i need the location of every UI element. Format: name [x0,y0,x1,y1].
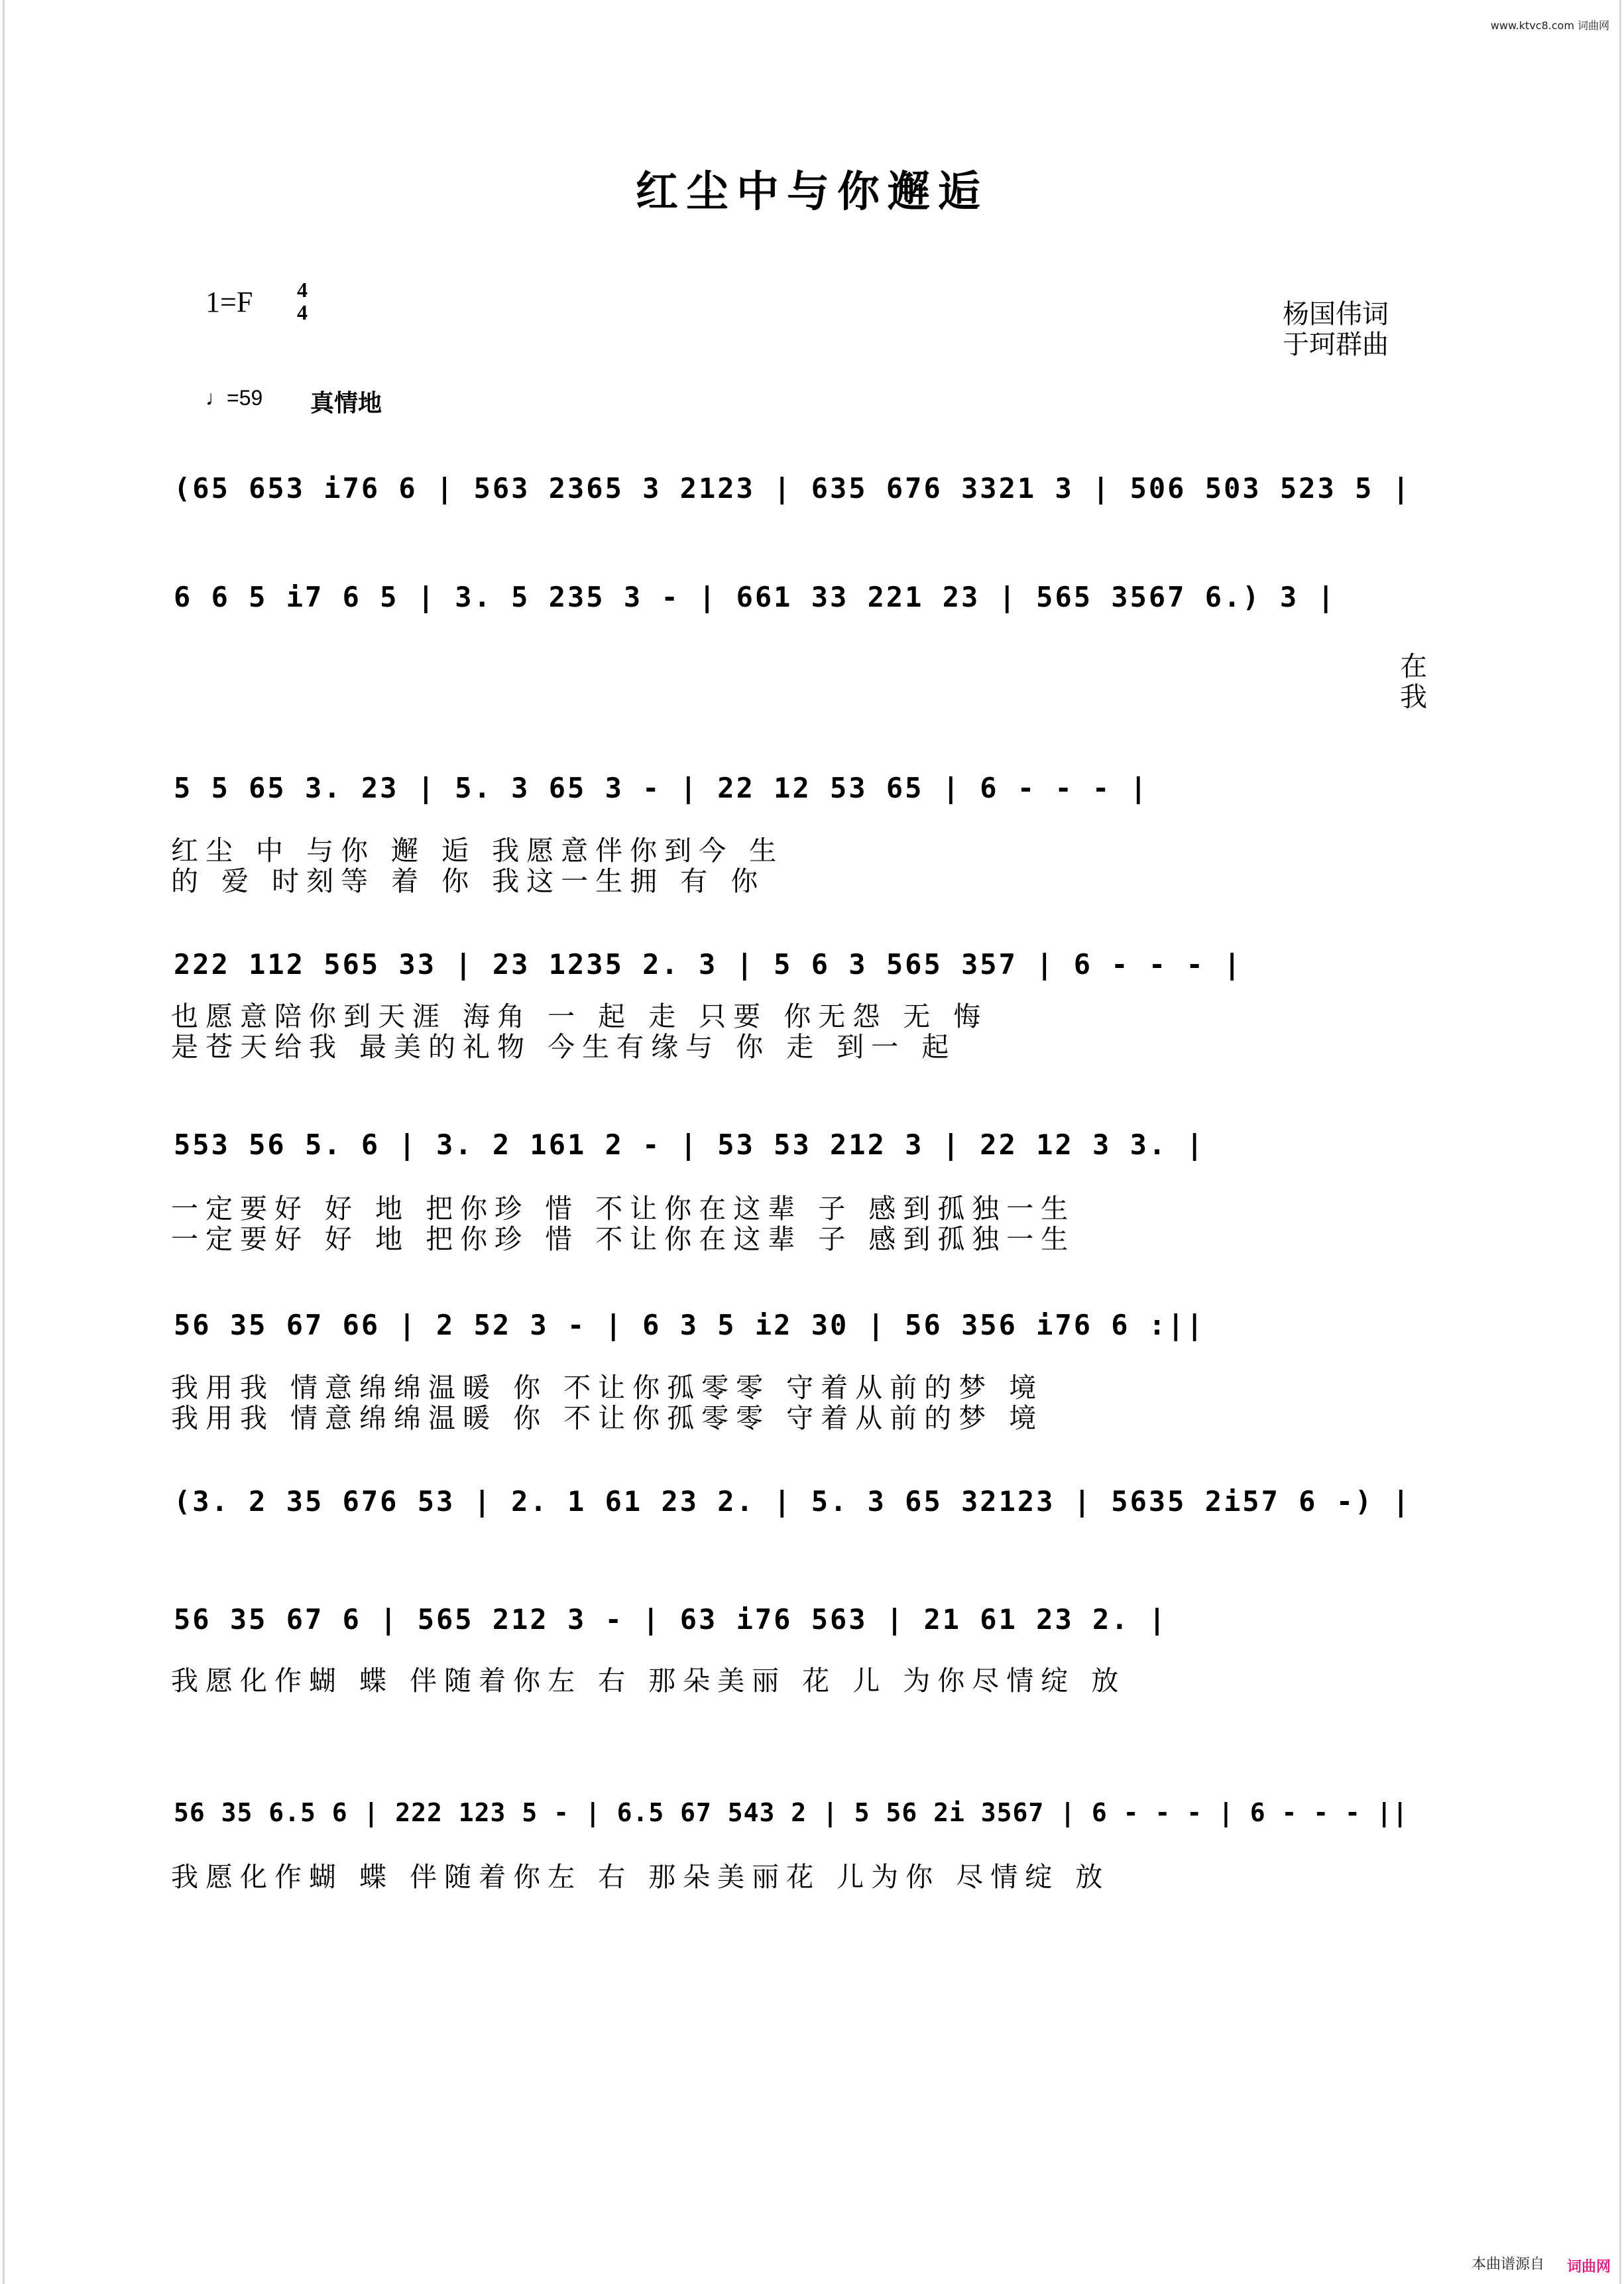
lyricist-credit: 杨国伟词 [1283,299,1389,330]
expression-mark: 真情地 [310,390,382,417]
lyric-line-9-1: 我愿化作蝴 蝶 伴随着你左 右 那朵美丽花 儿为你 尽情绽 放 [171,1861,1110,1893]
footer-logo[interactable]: 词曲网 [1566,2259,1611,2275]
lyric-line-3-2: 的 爱 时刻等 着 你 我这一生拥 有 你 [171,865,766,897]
left-page-border [3,0,5,2284]
lyric-line-6-2: 我用我 情意绵绵温暖 你 不让你孤零零 守着从前的梦 境 [171,1402,1044,1434]
time-signature [297,278,308,324]
pickup-lyric-1: 在 [1400,650,1427,682]
song-title: 红尘中与你邂逅 [636,167,988,217]
lyric-line-6-1: 我用我 情意绵绵温暖 你 不让你孤零零 守着从前的梦 境 [171,1372,1044,1404]
notation-system-2: 6 6 5 i7 6 5 | 3. 5 235 3 - | 661 33 221 23 | 565 3567 6.) 3 | [174,581,1336,613]
footer-source: 本曲谱源自 [1471,2256,1544,2273]
notation-system-7: (3. 2 35 676 53 | 2. 1 61 23 2. | 5. 3 65 32123 | 5635 2i57 6 -) | [174,1485,1411,1518]
notation-system-1: (65 653 i76 6 | 563 2365 3 2123 | 635 676 3321 3 | 506 503 523 5 | [174,472,1411,505]
lyric-line-5-1: 一定要好 好 地 把你珍 惜 不让你在这辈 子 感到孤独一生 [171,1193,1076,1225]
lyric-line-4-2: 是苍天给我 最美的礼物 今生有缘与 你 走 到一 起 [171,1031,957,1063]
lyric-line-3-1: 红尘 中 与你 邂 逅 我愿意伴你到今 生 [171,835,784,867]
lyric-line-8-1: 我愿化作蝴 蝶 伴随着你左 右 那朵美丽 花 儿 为你尽情绽 放 [171,1665,1126,1697]
key-signature: 1=F [205,286,253,318]
notation-system-5: 553 56 5. 6 | 3. 2 161 2 - | 53 53 212 3 | 22 12 3 3. | [174,1128,1205,1161]
notation-system-8: 56 35 67 6 | 565 212 3 - | 63 i76 563 | 21 61 23 2. | [174,1603,1168,1636]
notation-system-3: 5 5 65 3. 23 | 5. 3 65 3 - | 22 12 53 65 | 6 - - - | [174,772,1149,804]
notation-system-6: 56 35 67 66 | 2 52 3 - | 6 3 5 i2 30 | 56 356 i76 6 :|| [174,1309,1205,1341]
pickup-lyric-2: 我 [1400,681,1427,713]
composer-credit: 于珂群曲 [1283,330,1389,360]
lyric-line-4-1: 也愿意陪你到天涯 海角 一 起 走 只要 你无怨 无 悔 [171,1000,988,1032]
notation-system-9: 56 35 6.5 6 | 222 123 5 - | 6.5 67 543 2 | 5 56 2i 3567 | 6 - - - | 6 - - - || [174,1798,1409,1827]
site-url[interactable]: www.ktvc8.com 词曲网 [1490,19,1609,32]
right-page-border [1619,0,1621,2284]
notation-system-4: 222 112 565 33 | 23 1235 2. 3 | 5 6 3 565 357 | 6 - - - | [174,948,1243,981]
tempo-mark: ♩=59 [205,386,263,410]
time-sig-top: 4 [297,278,308,302]
lyric-line-5-2: 一定要好 好 地 把你珍 惜 不让你在这辈 子 感到孤独一生 [171,1223,1076,1255]
time-sig-bottom: 4 [297,300,308,324]
